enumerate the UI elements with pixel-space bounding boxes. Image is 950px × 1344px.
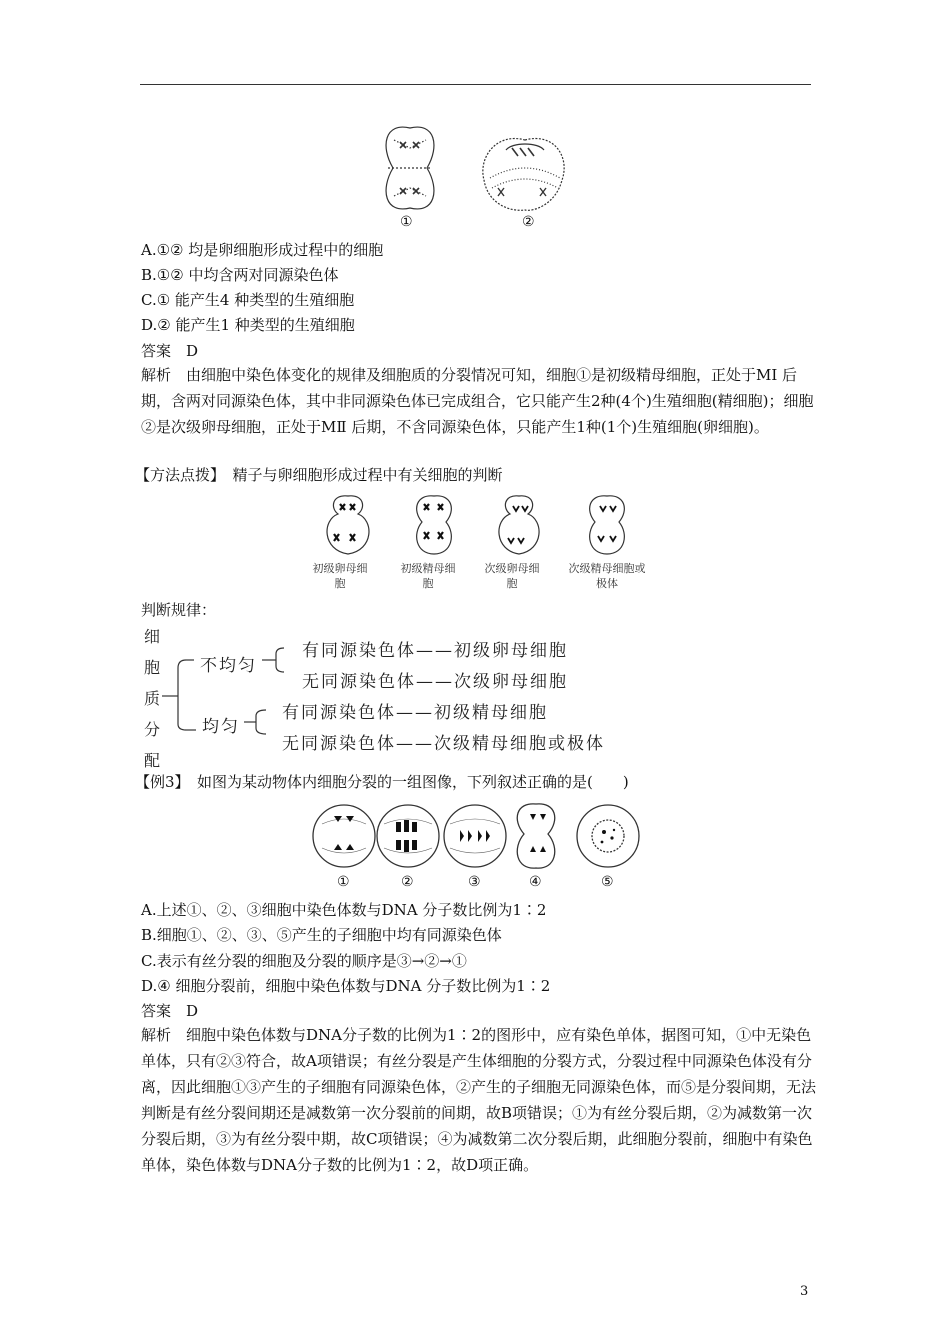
method-cell-caption-1: 初级卵母细胞 [312, 562, 368, 590]
q1-answer: 答案 D [141, 342, 199, 360]
method-cell-caption-3: 次级卵母细胞 [484, 562, 540, 590]
example3-cells-diagram [312, 800, 642, 872]
cell2-diagram [483, 139, 564, 211]
tree-root-char-1: 细 [144, 627, 161, 646]
tree-leaf-1: 有同源染色体——初级卵母细胞 [302, 641, 568, 661]
example3-answer: 答案 D [141, 1002, 199, 1020]
example3-fig-label-4: ④ [529, 874, 542, 890]
tree-branch-even: 均匀 [202, 717, 240, 737]
method-cell-caption-4: 次级精母细胞或极体 [568, 562, 646, 590]
example3-option-d: D.④ 细胞分裂前，细胞中染色体数与DNA 分子数比例为1∶2 [141, 977, 551, 995]
example3-fig-label-5: ⑤ [601, 874, 614, 890]
tree-leaf-4: 无同源染色体——次级精母细胞或极体 [282, 734, 605, 754]
tree-leaf-2: 无同源染色体——次级卵母细胞 [302, 672, 568, 692]
example3-option-b: B.细胞①、②、③、⑤产生的子细胞中均有同源染色体 [141, 926, 502, 944]
method-heading: 【方法点拨】 精子与卵细胞形成过程中有关细胞的判断 [135, 466, 503, 484]
example3-analysis: 解析 细胞中染色体数与DNA分子数的比例为1∶2的图形中，应有染色单体，据图可知，①中无染色单体，只有②③符合，故A项错误；有丝分裂是产生体细胞的分裂方式，分裂过程中同源染色体没有分离，因此细胞①③产生的子细胞有同源染色体，②产生的子细胞无同源染色体，而⑤是分裂间期，无法判断是有丝分裂间期还是减数第一次分裂前的间期，故B项错误；①为有丝分裂后期，②为减数第一次分裂后期，③为有丝分裂中期，故C项错误；④为减数第二次分裂后期，此细胞分裂前，细胞中有染色单体，染色体数与DNA分子数的比例为1∶2，故D项正确。 [141, 1026, 817, 1174]
tree-root-char-3: 质 [144, 689, 161, 708]
example3-option-a: A.上述①、②、③细胞中染色体数与DNA 分子数比例为1∶2 [141, 901, 547, 919]
header-rule [140, 84, 811, 85]
cell1-diagram [386, 127, 434, 209]
page-number: 3 [800, 1284, 809, 1299]
example3-fig-label-2: ② [401, 874, 414, 890]
q1-option-c: C.① 能产生4 种类型的生殖细胞 [141, 291, 355, 309]
method-cells-diagram [310, 492, 650, 558]
tree-root-char-4: 分 [144, 720, 161, 739]
q1-option-d: D.② 能产生1 种类型的生殖细胞 [141, 316, 355, 334]
example3-question: 【例3】 如图为某动物体内细胞分裂的一组图像，下列叙述正确的是( ) [135, 773, 629, 791]
tree-leaf-3: 有同源染色体——初级精母细胞 [282, 703, 548, 723]
method-cell-caption-2: 初级精母细胞 [400, 562, 456, 590]
figure1-label-2: ② [522, 214, 535, 230]
figure1-label-1: ① [400, 214, 413, 230]
rule-label: 判断规律： [141, 601, 217, 619]
tree-root-char-5: 配 [144, 751, 161, 770]
tree-root-char-2: 胞 [144, 658, 161, 677]
tree-branch-uneven: 不均匀 [200, 656, 257, 676]
figure1-cells [380, 118, 580, 220]
q1-option-a: A.①② 均是卵细胞形成过程中的细胞 [141, 241, 384, 259]
example3-fig-label-1: ① [337, 874, 350, 890]
example3-fig-label-3: ③ [468, 874, 481, 890]
q1-option-b: B.①② 中均含两对同源染色体 [141, 266, 339, 284]
example3-option-c: C.表示有丝分裂的细胞及分裂的顺序是③→②→① [141, 952, 467, 970]
q1-analysis: 解析 由细胞中染色体变化的规律及细胞质的分裂情况可知，细胞①是初级精母细胞，正处于MⅠ 后期，含两对同源染色体，其中非同源染色体已完成组合，它只能产生2种(4个)生殖细胞(精细胞)；细胞②是次级卵母细胞，正处于MⅡ 后期，不含同源染色体，只能产生1种(1个)生殖细胞(卵细胞)。 [141, 366, 814, 436]
